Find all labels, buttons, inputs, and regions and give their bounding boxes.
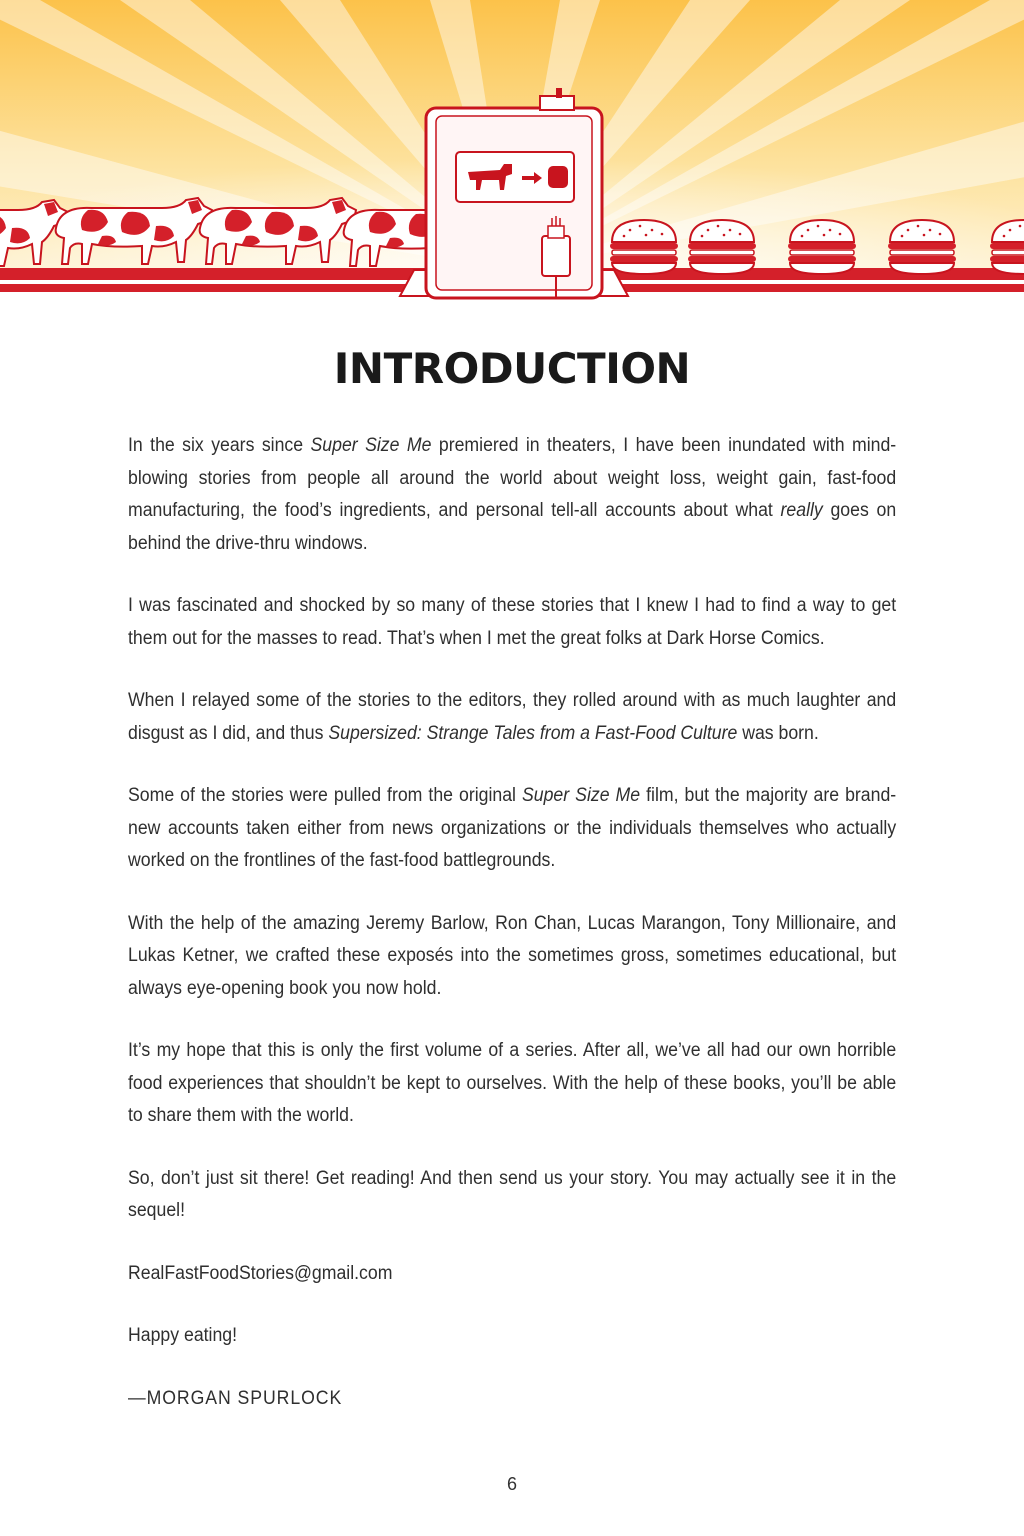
page-title: INTRODUCTION [333, 344, 691, 393]
text-run: I was fascinated and shocked by so many of these stories that I knew I had to find a way to get them out for the masses to read. That’s when I met the great folks at Dark Horse Comics. [128, 595, 897, 649]
page-number: 6 [506, 1474, 517, 1494]
article-body [128, 430, 897, 1445]
text-run: was born. [737, 722, 819, 744]
italic-text: Super Size Me [521, 785, 641, 806]
text-run: When I relayed some of the stories to the editors, they rolled around with as much laughter and disgust as I did, and thus [128, 690, 897, 744]
email-address: RealFastFoodStories@gmail.com [128, 1262, 393, 1284]
machine-illustration [400, 88, 628, 298]
paragraph [128, 590, 896, 655]
text-run: In the six years since [128, 435, 311, 456]
text-run: film, but the majority are brand-new accounts taken either from news organizations or the individuals themselves who actually worked on the frontlines of the fast-food battlegrounds. [128, 785, 897, 871]
paragraph [128, 1035, 896, 1133]
text-run: It’s my hope that this is only the first volume of a series. After all, we’ve all had our own horrible food experiences that shouldn’t be kept to ourselves. With the help of these books, you’ll be able to share them with the world. [128, 1040, 897, 1126]
paragraph [128, 685, 896, 750]
text-run: Some of the stories were pulled from the original [128, 785, 522, 806]
text-run: premiered in theaters, I have been inundated with mind-blowing stories from people all around the world about weight loss, weight gain, fast-food manufacturing, the food’s ingredients, and personal tell-all accounts about what [128, 435, 897, 521]
paragraph [128, 908, 896, 1006]
paragraph [128, 1163, 896, 1228]
italic-text: Supersized: Strange Tales from a Fast-Food Culture [328, 722, 738, 744]
author-signature: —MORGAN SPURLOCK [128, 1387, 343, 1409]
text-run: With the help of the amazing Jeremy Barlow, Ron Chan, Lucas Marangon, Tony Millionaire, and Lukas Ketner, we crafted these exposés into the sometimes gross, sometimes educational, but always eye-opening book you now hold. [128, 912, 897, 999]
paragraph [128, 430, 896, 560]
text-run: So, don’t just sit there! Get reading! And then send us your story. You may actually see it in the sequel! [128, 1167, 897, 1221]
italic-text: Super Size Me [310, 435, 432, 456]
paragraph [128, 780, 896, 878]
text-run: goes on behind the drive-thru windows. [128, 500, 897, 554]
italic-text: really [780, 500, 823, 521]
closing-line: Happy eating! [128, 1325, 238, 1346]
header-illustration [0, 0, 1024, 310]
